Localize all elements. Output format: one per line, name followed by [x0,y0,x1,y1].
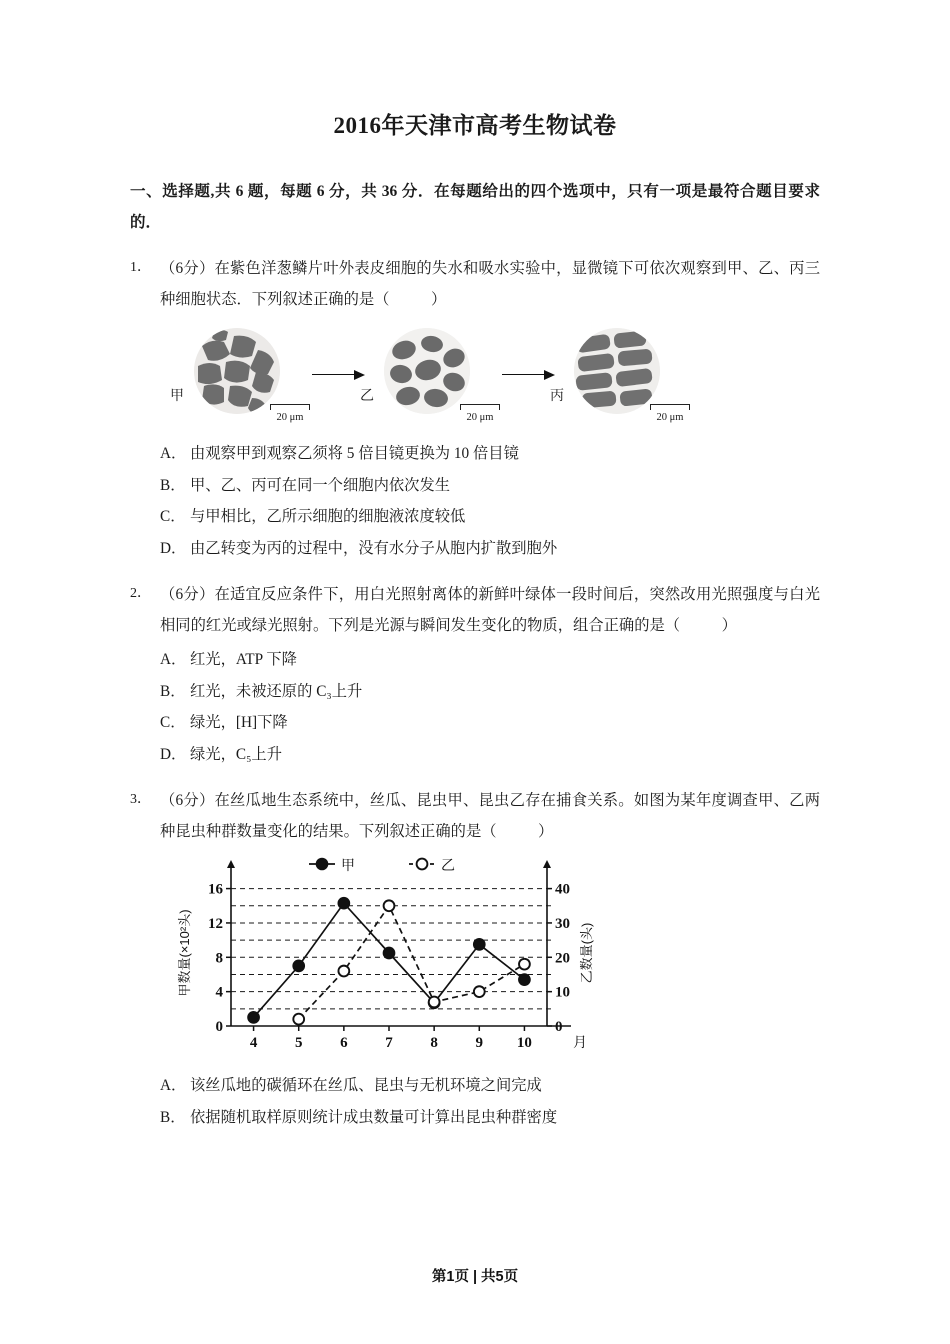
micrograph-label-jia: 甲 [170,389,184,405]
question-1-number: 1． [130,260,151,276]
option-3-A-letter: A． [160,1076,187,1094]
page-title: 2016年天津市高考生物试卷 [333,113,617,138]
section-intro: 一、选择题,共 6 题，每题 6 分，共 36 分．在每题给出的四个选项中，只有一项是最符合题目要求的． [130,182,820,232]
question-3 [130,785,820,1133]
svg-text:16: 16 [208,881,223,898]
svg-text:7: 7 [385,1034,393,1051]
question-3-stem: （6分）在丝瓜地生态系统中，丝瓜、昆虫甲、昆虫乙存在捕食关系。如图为某年度调查甲、乙两种昆虫种群数量变化的结果。下列叙述正确的是（ ） [160,792,820,841]
scale-bar-yi [452,404,508,424]
svg-text:8: 8 [215,949,223,966]
question-2-stem: （6分）在适宜反应条件下，用白光照射离体的新鲜叶绿体一段时间后，突然改用光照强度与白光相同的红光或绿光照射。下列是光源与瞬间发生变化的物质，组合正确的是（ ） [160,586,820,635]
option-1-D-text: 由乙转变为丙的过程中，没有水分子从胞内扩散到胞外 [190,540,558,558]
option-2-A-text: 红光，ATP 下降 [190,650,297,668]
micrograph-disc-yi [384,328,470,414]
option-3-B[interactable] [160,1102,820,1134]
svg-text:10: 10 [516,1034,532,1051]
svg-text:10: 10 [555,984,570,1001]
svg-text:甲数量(×10²头): 甲数量(×10²头) [177,909,192,997]
option-2-D[interactable] [160,739,820,771]
scale-bar-line-jia [262,404,318,411]
svg-text:0: 0 [555,1018,563,1035]
option-2-A[interactable] [160,644,820,676]
svg-text:月: 月 [573,1033,587,1050]
micrograph-label-yi: 乙 [360,389,374,405]
svg-text:乙数量(头): 乙数量(头) [579,922,594,984]
micrograph-disc-bing [574,328,660,414]
option-1-A-text: 由观察甲到观察乙须将 5 倍目镜更换为 10 倍目镜 [190,444,519,462]
question-3-number: 3． [130,792,151,807]
micrograph-panel-bing [550,326,700,430]
scale-bar-line-bing [642,404,698,411]
option-3-A[interactable] [160,1070,820,1102]
question-3-blank[interactable] [497,823,538,840]
svg-text:5: 5 [294,1034,303,1051]
question-2-options [160,644,820,771]
svg-text:8: 8 [430,1034,438,1051]
scale-bar-text-yi: 20 μm [466,412,494,424]
svg-text:4: 4 [215,984,223,1001]
option-1-C-letter: C． [160,508,186,526]
option-1-A[interactable] [160,438,820,470]
option-1-B[interactable] [160,470,820,502]
scale-bar-jia [262,404,318,424]
option-2-D-letter: D． [160,746,187,764]
question-1-blank[interactable] [389,291,430,308]
page-footer: 第1页 | 共5页 [431,1269,519,1285]
option-2-C-letter: C． [160,714,186,732]
svg-text:12: 12 [208,915,223,932]
option-2-B-text: 红光，未被还原的 C₃上升 [190,682,363,700]
scale-bar-bing [642,404,698,424]
figure-onion-cells [160,326,820,430]
question-2-blank[interactable] [680,617,721,634]
question-2 [130,579,820,771]
svg-text:9: 9 [475,1034,484,1051]
micrograph-panel-jia [170,326,320,430]
svg-text:0: 0 [215,1018,223,1035]
figure-insect-population-chart [175,854,625,1066]
option-3-B-text: 依据随机取样原则统计成虫数量可计算出昆虫种群密度 [190,1108,558,1126]
svg-text:6: 6 [340,1034,348,1051]
question-2-score: （6分） [160,586,215,604]
option-1-B-letter: B． [160,476,186,494]
question-3-options [160,1070,820,1134]
option-1-D-letter: D． [160,540,187,558]
svg-text:甲: 甲 [341,856,355,873]
svg-text:30: 30 [555,915,570,932]
question-1-stem: （6分）在紫色洋葱鳞片叶外表皮细胞的失水和吸水实验中，显微镜下可依次观察到甲、乙、丙三种细胞状态．下列叙述正确的是（ ） [160,260,820,309]
question-1-score: （6分） [160,260,215,278]
option-1-B-text: 甲、乙、丙可在同一个细胞内依次发生 [190,476,451,494]
question-2-number: 2． [130,586,151,602]
micrograph-panel-yi [360,326,510,430]
option-2-C[interactable] [160,707,820,739]
svg-text:4: 4 [249,1034,258,1051]
question-1 [130,253,820,565]
option-1-D[interactable] [160,533,820,565]
option-1-C[interactable] [160,501,820,533]
option-2-B-letter: B． [160,682,186,700]
scale-bar-line-yi [452,404,508,411]
option-3-A-text: 该丝瓜地的碳循环在丝瓜、昆虫与无机环境之间完成 [190,1076,542,1094]
option-1-C-text: 与甲相比，乙所示细胞的细胞液浓度较低 [190,508,466,526]
option-1-A-letter: A． [160,444,187,462]
question-1-options [160,438,820,565]
option-2-C-text: 绿光，[H]下降 [190,714,288,732]
scale-bar-text-jia: 20 μm [276,412,304,424]
micrograph-label-bing: 丙 [550,389,564,405]
svg-text:乙: 乙 [441,856,455,873]
option-3-B-letter: B． [160,1108,186,1126]
option-2-D-text: 绿光，C₅上升 [190,746,283,764]
svg-text:20: 20 [555,949,570,966]
svg-text:40: 40 [555,881,570,898]
scale-bar-text-bing: 20 μm [656,412,684,424]
question-3-score: （6分） [160,792,215,809]
micrograph-disc-jia [194,328,280,414]
option-2-A-letter: A． [160,650,187,668]
option-2-B[interactable] [160,676,820,708]
